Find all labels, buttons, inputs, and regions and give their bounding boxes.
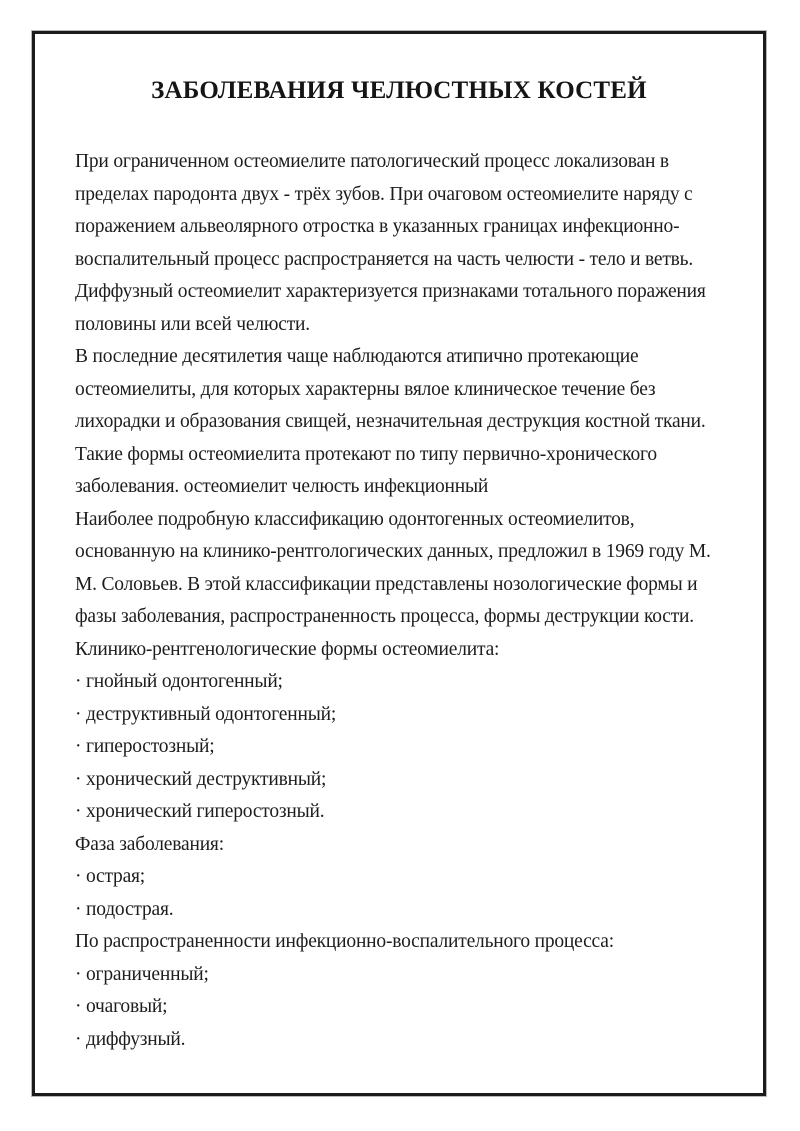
doc-line doc-bullet-line: · подострая.: [75, 898, 174, 920]
doc-line doc-bullet-line: · деструктивный одонтогенный;: [75, 703, 337, 725]
doc-line doc-bullet-line: · хронический деструктивный;: [75, 768, 327, 790]
doc-line: При ограниченном остеомиелите патологический процесс локализован в: [75, 151, 669, 172]
doc-line: пределах пародонта двух - трёх зубов. При очаговом остеомиелите наряду с: [75, 183, 693, 205]
doc-line: Клинико-рентгенологические формы остеомиелита:: [75, 638, 500, 660]
doc-line: остеомиелиты, для которых характерны вялое клиническое течение без: [75, 378, 656, 400]
doc-line doc-bullet-line: · гиперостозный;: [75, 736, 215, 757]
page-border-frame: [32, 31, 766, 1096]
doc-line: половины или всей челюсти.: [75, 313, 310, 335]
doc-line doc-bullet-line: · ограниченный;: [75, 963, 209, 985]
document-body: [35, 146, 763, 1056]
doc-line: заболевания. остеомиелит челюсть инфекционный: [75, 476, 489, 497]
doc-line: Фаза заболевания:: [75, 833, 224, 855]
doc-line: В последние десятилетия чаще наблюдаются атипично протекающие: [75, 346, 639, 367]
doc-line doc-bullet-line: · хронический гиперостозный.: [75, 801, 325, 822]
doc-line doc-bullet-line: · острая;: [75, 866, 146, 887]
doc-line: фазы заболевания, распространенность процесса, формы деструкции кости.: [75, 606, 694, 627]
doc-line: Такие формы остеомиелита протекают по типу первично-хронического: [75, 443, 657, 465]
doc-line: Наиболее подробную классификацию одонтогенных остеомиелитов,: [75, 508, 635, 530]
doc-line doc-bullet-line: · гнойный одонтогенный;: [75, 671, 283, 692]
doc-line: М. Соловьев. В этой классификации представлены нозологические формы и: [75, 573, 698, 595]
doc-line: поражением альвеолярного отростка в указанных границах инфекционно-: [75, 216, 680, 237]
doc-line: лихорадки и образования свищей, незначительная деструкция костной ткани.: [75, 411, 706, 432]
doc-line: Диффузный остеомиелит характеризуется признаками тотального поражения: [75, 281, 706, 302]
document-title: ЗАБОЛЕВАНИЯ ЧЕЛЮСТНЫХ КОСТЕЙ: [151, 77, 647, 104]
doc-line doc-bullet-line: · очаговый;: [75, 996, 168, 1017]
doc-line: По распространенности инфекционно-воспалительного процесса:: [75, 931, 614, 952]
doc-line: основанную на клинико-рентгологических данных, предложил в 1969 году М.: [75, 541, 711, 562]
doc-line: воспалительный процесс распространяется на часть челюсти - тело и ветвь.: [75, 248, 694, 270]
doc-line doc-bullet-line: · диффузный.: [75, 1028, 186, 1050]
